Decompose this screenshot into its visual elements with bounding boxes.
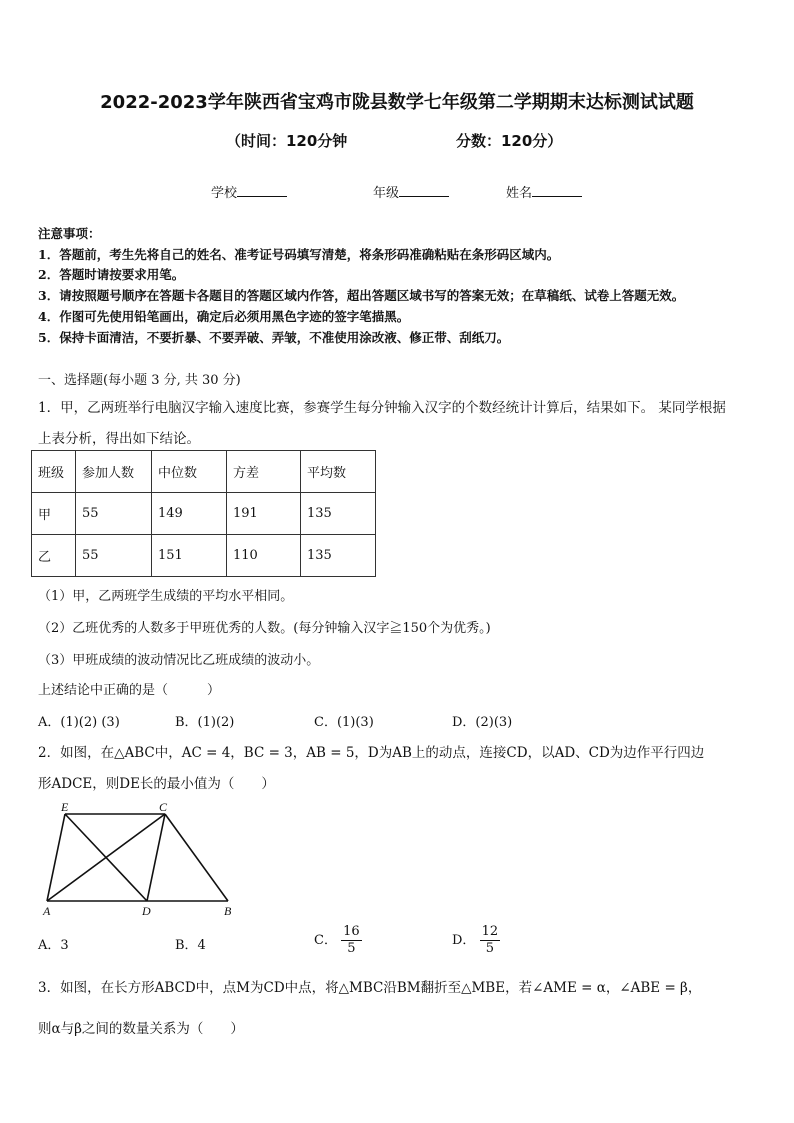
q1-option-d[interactable]: D．(2)(3)	[452, 715, 513, 730]
q2-option-d[interactable]	[452, 924, 500, 957]
school-label: 学校	[211, 186, 238, 201]
table-cell: 甲	[32, 493, 76, 535]
q1-text-line2: 上表分析，得出如下结论。	[38, 431, 200, 447]
q3-text-line2: 则α与β之间的数量关系为（ ）	[38, 1021, 244, 1037]
school-field	[211, 182, 287, 201]
notice-item: 2．答题时请按要求用笔。	[38, 267, 185, 282]
notice-item: 1．答题前，考生先将自己的姓名、准考证号码填写清楚，将条形码准确粘贴在条形码区域内。	[38, 247, 560, 262]
table-header-cell: 方差	[227, 451, 301, 493]
q1-conclusion: （1）甲，乙两班学生成绩的平均水平相同。	[38, 589, 294, 604]
q2-text-line2: 形ADCE，则DE长的最小值为（ ）	[38, 776, 275, 792]
q1-conclusion: （2）乙班优秀的人数多于甲班优秀的人数。(每分钟输入汉字≧150个为优秀。)	[38, 621, 491, 636]
table-cell: 135	[301, 493, 376, 535]
school-blank	[237, 184, 287, 197]
table-cell: 乙	[32, 535, 76, 577]
section-heading: 一、选择题(每小题 3 分, 共 30 分)	[38, 373, 241, 388]
label-e: E	[61, 800, 69, 814]
notice-item: 5．保持卡面清洁，不要折暴、不要弄破、弄皱，不准使用涂改液、修正带、刮纸刀。	[38, 330, 510, 345]
notice-item: 4．作图可先使用铅笔画出，确定后必须用黑色字迹的签字笔描黑。	[38, 309, 410, 324]
q2-option-a[interactable]: A．3	[38, 938, 69, 953]
q1-ask: 上述结论中正确的是（ ）	[38, 683, 221, 698]
table-cell: 151	[152, 535, 227, 577]
q1-option-c[interactable]: C．(1)(3)	[314, 715, 374, 730]
table-cell: 149	[152, 493, 227, 535]
grade-blank	[399, 184, 449, 197]
table-header-cell: 参加人数	[76, 451, 152, 493]
label-a: A	[43, 904, 51, 918]
table-cell: 110	[227, 535, 301, 577]
grade-field	[373, 182, 449, 201]
q2-option-b[interactable]: B．4	[175, 938, 206, 953]
segment-cd	[147, 814, 165, 901]
notice-item: 3．请按照题号顺序在答题卡各题目的答题区域内作答，超出答题区域书写的答案无效；在草稿纸、试卷上答题无效。	[38, 288, 685, 303]
exam-score: 分数：120分）	[456, 132, 563, 150]
notice-heading: 注意事项：	[38, 226, 101, 241]
q2-figure	[38, 800, 238, 920]
q3-text-line1: 3．如图，在长方形ABCD中，点M为CD中点，将△MBC沿BM翻折至△MBE，若∠AME = α，∠ABE = β，	[38, 980, 702, 996]
fraction: $\frac{12}{5}$	[481, 924, 499, 956]
label-d: D	[142, 904, 151, 918]
exam-time: （时间：120分钟	[226, 132, 348, 150]
table-cell: 55	[76, 535, 152, 577]
label-b: B	[224, 904, 232, 918]
table-cell: 55	[76, 493, 152, 535]
table-row	[32, 493, 376, 535]
table-row	[32, 535, 376, 577]
segment-ae	[47, 814, 65, 901]
q1-table	[31, 450, 376, 577]
table-header-cell: 平均数	[301, 451, 376, 493]
name-field	[506, 182, 582, 201]
option-c-prefix: C．	[314, 933, 337, 948]
label-c: C	[159, 800, 168, 814]
name-label: 姓名	[506, 186, 533, 201]
q2-text-line1: 2．如图，在△ABC中，AC = 4，BC = 3，AB = 5，D为AB上的动点，连接CD，以AD、CD为边作平行四边	[38, 745, 705, 761]
table-header-cell: 中位数	[152, 451, 227, 493]
table-header-cell: 班级	[32, 451, 76, 493]
name-blank	[532, 184, 582, 197]
page-title: 2022-2023学年陕西省宝鸡市陇县数学七年级第二学期期末达标测试试题	[100, 92, 694, 113]
segment-cb	[165, 814, 228, 901]
q1-option-a[interactable]: A．(1)(2) (3)	[38, 715, 120, 730]
grade-label: 年级	[373, 186, 400, 201]
option-d-prefix: D．	[452, 933, 476, 948]
segment-ed	[65, 814, 147, 901]
fraction: $\frac{16}{5}$	[343, 924, 360, 956]
q1-text-line1: 1．甲，乙两班举行电脑汉字输入速度比赛，参赛学生每分钟输入汉字的个数经统计计算后，结果如下。 某同学根据	[38, 400, 726, 416]
q1-conclusion: （3）甲班成绩的波动情况比乙班成绩的波动小。	[38, 653, 320, 668]
q1-option-b[interactable]: B．(1)(2)	[175, 715, 235, 730]
table-header-row	[32, 451, 376, 493]
table-cell: 191	[227, 493, 301, 535]
table-cell: 135	[301, 535, 376, 577]
q2-option-c[interactable]	[314, 924, 362, 957]
